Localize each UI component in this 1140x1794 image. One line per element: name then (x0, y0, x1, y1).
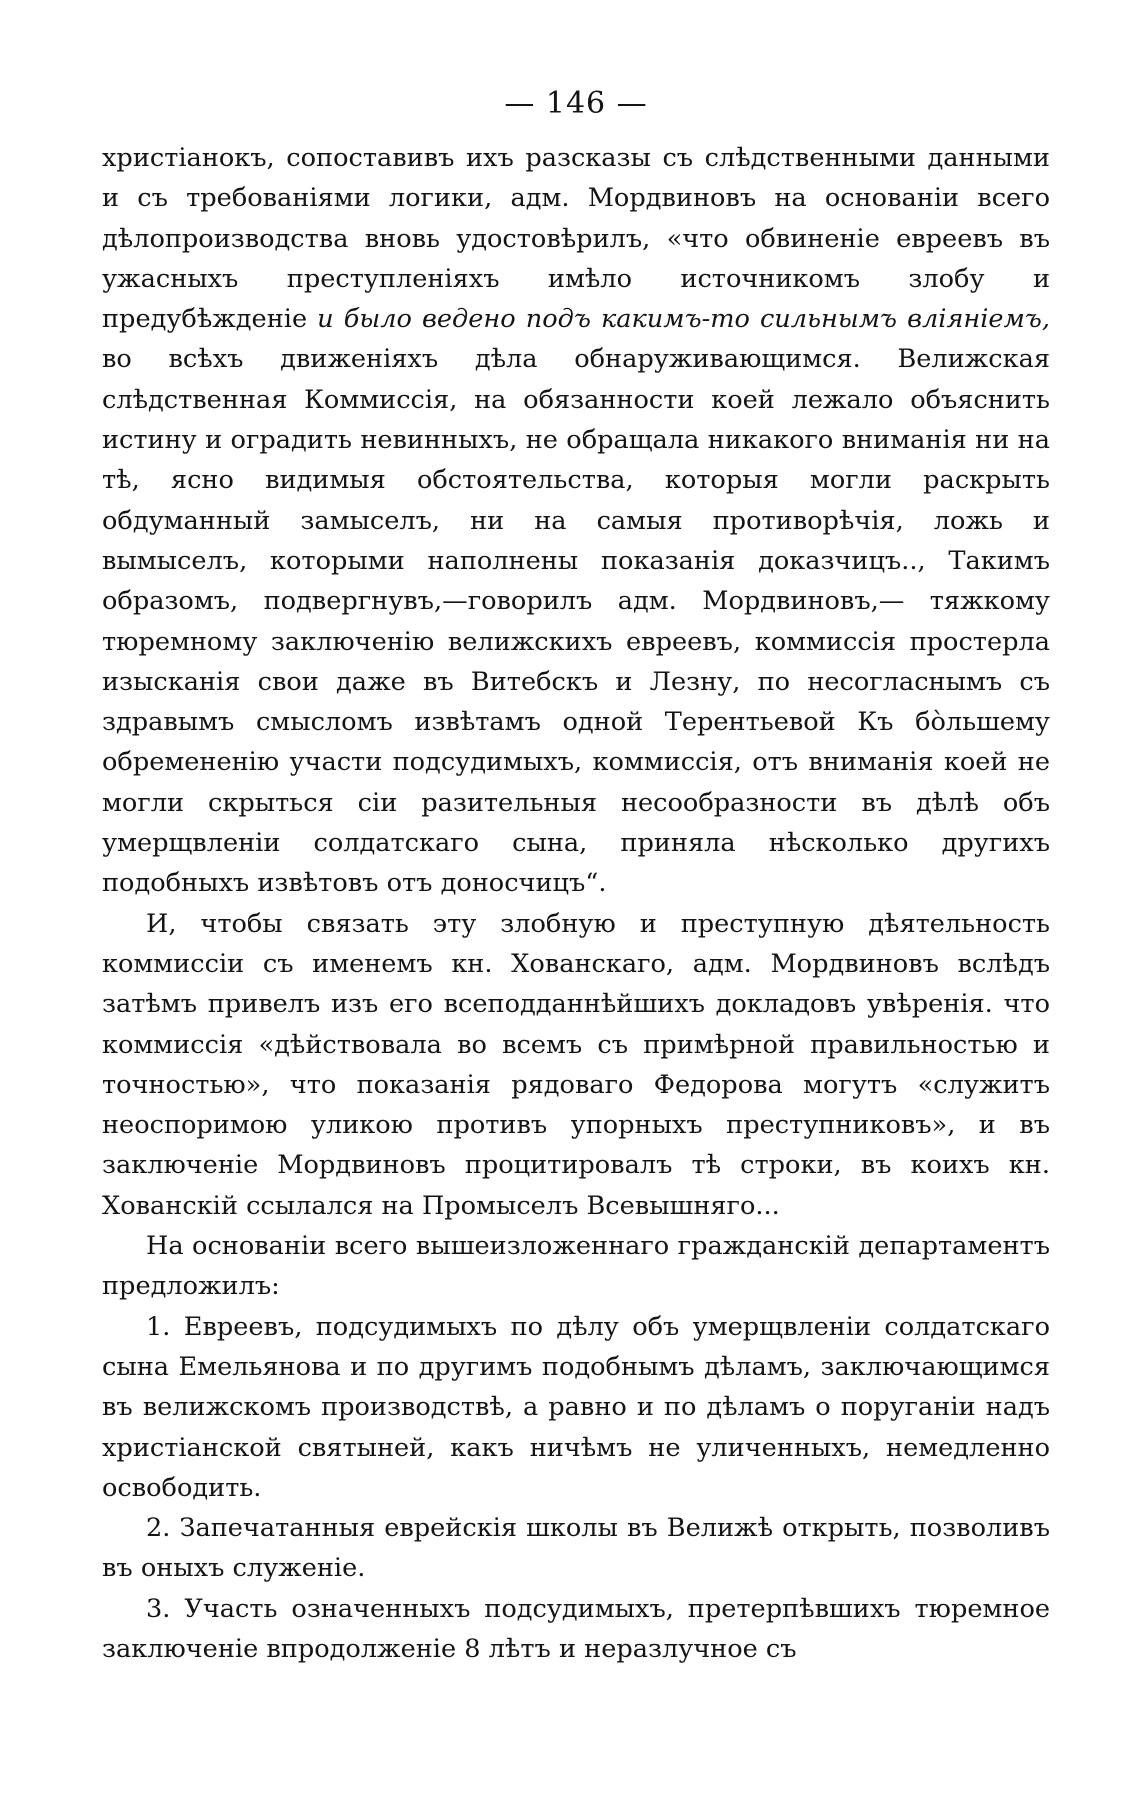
list-item-3: 3. Участь означенныхъ подсудимыхъ, претерпѣвшихъ тюремное заключеніе впродолженіе 8 лѣтъ и неразлучное съ (102, 1593, 1050, 1664)
list-item-2: 2. Запечатанныя еврейскія школы въ Велижѣ открыть, позволивъ въ оныхъ служеніе. (102, 1513, 1050, 1584)
list-item-1: 1. Евреевъ, подсудимыхъ по дѣлу объ умерщвленіи солдатскаго сына Емельянова и по другимъ подобнымъ дѣламъ, заключающимся въ велижскомъ производствѣ, а равно и по дѣламъ о поруганіи надъ христіанской святыней, какъ ничѣмъ не уличенныхъ, немедленно освободить. (102, 1311, 1050, 1503)
paragraph-1-italic: и было ведено подъ какимъ-то сильнымъ вліяніемъ, (317, 304, 1050, 335)
paragraph-1-end: во всѣхъ движеніяхъ дѣла обнаруживающимся. Велижская слѣдственная Коммиссія, на обязанности коей лежало объяснить истину и оградить невинныхъ, не обращала никакого вниманія ни на тѣ, ясно видимыя обстоятельства, которыя могли раскрыть обдуманный замыселъ, ни на самыя противорѣчія, ложь и вымыселъ, которыми наполнены показанія доказчицъ.., Такимъ образомъ, подвергнувъ,—говорилъ адм. Мордвиновъ,— тяжкому тюремному заключенію велижскихъ евреевъ, коммиссія простерла изысканія свои даже въ Витебскъ и Лезну, по несогласнымъ съ здравымъ смысломъ извѣтамъ одной Терентьевой Къ бо̀льшему обремененію участи подсудимыхъ, коммиссія, отъ вниманія коей не могли скрыться сіи разительныя несообразности въ дѣлѣ объ умерщвленіи солдатскаго сына, приняла нѣсколько другихъ подобныхъ извѣтовъ отъ доносчицъ“. (102, 344, 1050, 899)
page-number: — 146 — (504, 86, 648, 121)
body-text (102, 138, 1050, 1669)
paragraph-3: На основаніи всего вышеизложеннаго гражданскій департаментъ предложилъ: (102, 1231, 1050, 1302)
paragraph-1 (102, 138, 1050, 904)
paragraph-1-start: христіанокъ, сопоставивъ ихъ разсказы съ слѣдственными данными и съ требованіями логики, адм. Мордвиновъ на основаніи всего дѣлопроизводства вновь удостовѣрилъ, «что обвиненіе евреевъ въ ужасныхъ преступленіяхъ имѣло источникомъ злобу и предубѣжденіе (102, 143, 1050, 335)
paragraph-2: И, чтобы связать эту злобную и преступную дѣятельность коммиссіи съ именемъ кн. Хованскаго, адм. Мордвиновъ вслѣдъ затѣмъ привелъ изъ его всеподданнѣйшихъ докладовъ увѣренія. что коммиссія «дѣйствовала во всемъ съ примѣрной правильностью и точностью», что показанія рядоваго Федорова могутъ «служитъ неоспоримою уликою противъ упорныхъ преступниковъ», и въ заключеніе Мордвиновъ процитировалъ тѣ строки, въ коихъ кн. Хованскій ссылался на Промыселъ Всевышняго... (102, 908, 1050, 1221)
